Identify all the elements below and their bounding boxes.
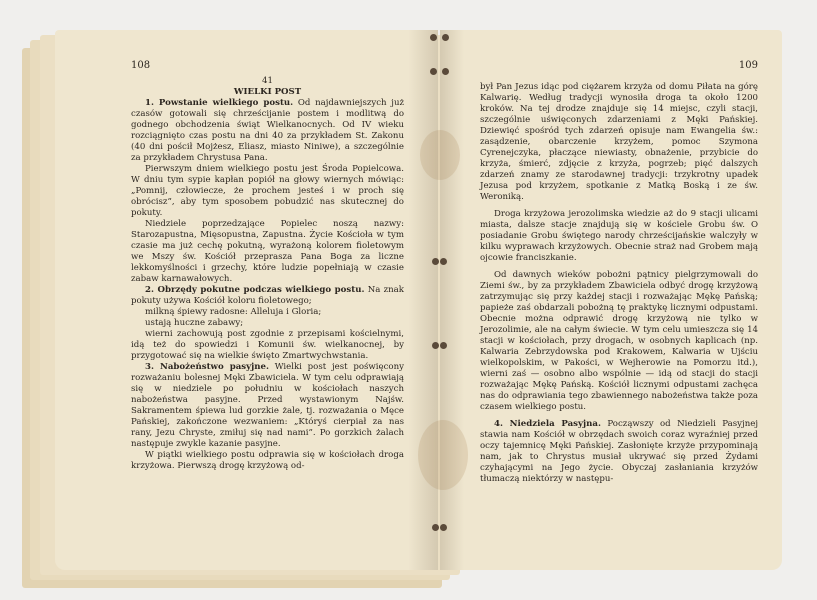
binding-hole — [442, 34, 449, 41]
paragraph: 3. Nabożeństwo pasyjne. Wielki post jest poświęcony rozważaniu bolesnej Męki Zbawiciela. W tym celu odprawiają się w niedziele po południu w kościołach naszych nabożeństwa pasyjne. Przed wystawionym Najśw. Sakramentem śpiewa lud gorzkie żale, tj. rozważania o Męce Pańskiej, zakończone wezwaniem: „Któryś cierpiał za nas rany, Jezu Chryste, zmiłuj się nad nami”. Po gorzkich żalach następuje zwykle kazanie pasyjne. — [131, 362, 404, 449]
right-page — [440, 30, 782, 570]
binding-hole — [432, 524, 439, 531]
right-page-text — [480, 82, 758, 485]
paragraph: Droga krzyżowa jerozolimska wiedzie aż do 9 stacji ulicami miasta, dalsze stacje znajdują się w kościele Grobu św. O posiadanie Grobu świętego narody chrześcijańskie walczyły w kilku wyprawach krzyżowych. Obecnie straż nad Grobem mają ojcowie franciszkanie. — [480, 209, 758, 263]
binding-hole — [440, 258, 447, 265]
binding-hole — [440, 524, 447, 531]
paper-stain — [420, 130, 460, 180]
paragraph: milkną śpiewy radosne: Alleluja i Gloria; — [145, 307, 322, 317]
paragraph: 1. Powstanie wielkiego postu. Od najdawniejszych już czasów gotowali się chrześcijanie postem i modlitwą do godnego obchodzenia świąt Wielkanocnych. Od IV wieku rozciągnięto czas postu na dni 40 za przykładem St. Zakonu (40 dni pościł Mojżesz, Eliasz, miasto Niniwe), a szczególnie za przykładem Chrystusa Pana. — [131, 98, 405, 163]
section-heading: 3. Nabożeństwo pasyjne. — [145, 362, 269, 372]
page-number: 108 — [131, 60, 151, 71]
page-number: 109 — [738, 60, 758, 71]
paragraph: wierni zachowują post zgodnie z przepisami kościelnymi, idą też do spowiedzi i Komunii św. wielkanocnej, by przygotować się na wielkie święto Zmartwychwstania. — [131, 329, 404, 361]
chapter-title: WIELKI POST — [233, 87, 302, 97]
binding-hole — [442, 68, 449, 75]
paragraph: Niedziele poprzedzające Popielec noszą nazwy: Starozapustna, Mięsopustna, Zapustna. Życie Kościoła w tym czasie ma już cechę pokutną, wyrażoną kolorem fioletowym we Mszy św. Kościół przeprasza Pana Boga za liczne lekkomyślności i grzechy, które ludzie popełniają w czasie zabaw karnawałowych. — [131, 219, 404, 284]
binding-hole — [432, 342, 439, 349]
chapter-number: 41 — [262, 76, 273, 86]
binding-hole — [432, 258, 439, 265]
paper-stain — [418, 420, 468, 490]
paragraph: Od dawnych wieków pobożni pątnicy pielgrzymowali do Ziemi św., by za przykładem Zbawiciela odbyć drogę krzyżową zatrzymując się przy każdej stacji i rozważając Mękę Pańską; papieże zaś obdarzali pobożną tę praktykę licznymi odpustami. Obecnie można odprawić drogę krzyżową nie tylko w Jerozolimie, ale na całym świecie. W tym celu umieszcza się 14 stacji w kościołach, przy drogach, w osobnych kaplicach (np. Kalwaria Zebrzydowska pod Krakowem, Kalwaria w Ujściu wielkopolskim, w Pakości, w Wejherowie na Pomorzu itd.), wierni zaś — osobno albo wspólnie — idą od stacji do stacji rozważając Mękę Pańską. Kościół licznymi odpustami zachęca nas do odprawiania tego zbawiennego nabożeństwa także poza czasem wielkiego postu. — [480, 270, 758, 412]
paragraph: W piątki wielkiego postu odprawia się w kościołach droga krzyżowa. Pierwszą drogę krzyżową od- — [131, 450, 404, 471]
section-heading: 1. Powstanie wielkiego postu. — [145, 98, 294, 108]
gutter-shadow — [408, 30, 438, 570]
paragraph: był Pan Jezus idąc pod ciężarem krzyża od domu Piłata na górę Kalwarię. Według tradycji wynosiła droga ta około 1200 kroków. Na tej drodze znajduje się 14 miejsc, czyli stacji, szczególnie uświęconych zdarzeniami z Męki Pańskiej. Dziewięć spośród tych zdarzeń opisuje nam Ewangelia św.: zasądzenie, obarczenie krzyżem, pomoc Szymona Cyrenejczyka, płaczące niewiasty, obnażenie, przybicie do krzyża, śmierć, zdjęcie z krzyża, pogrzeb; pięć dalszych zdarzeń znamy ze starodawnej tradycji: trzykrotny upadek Jezusa pod krzyżem, spotkanie z Matką Boską i ze św. Weroniką. — [480, 82, 758, 202]
left-page-text — [131, 76, 404, 472]
section-heading: 4. Niedziela Pasyjna. — [494, 419, 601, 429]
paragraph: 2. Obrzędy pokutne podczas wielkiego postu. Na znak pokuty używa Kościół koloru fioletowego; — [131, 285, 405, 306]
paragraph: Pierwszym dniem wielkiego postu jest Środa Popielcowa. W dniu tym sypie kapłan popiół na głowy wiernych mówiąc: „Pomnij, człowiecze, że prochem jesteś i w proch się obrócisz”, aby tym sposobem pobudzić nas skutecznej do pokuty. — [131, 164, 404, 218]
binding-hole — [430, 68, 437, 75]
paragraph: 4. Niedziela Pasyjna. Począwszy od Niedzieli Pasyjnej stawia nam Kościół w obrzędach swoich coraz wyraźniej przed oczy tajemnicę Męki Pańskiej. Zasłonięte krzyże przypominają nam, jak to Chrystus musiał ukrywać się przed Żydami czyhającymi na Jego życie. Obyczaj zasłaniania krzyżów tłumaczą niektórzy w następu- — [480, 419, 758, 484]
binding-hole — [430, 34, 437, 41]
paragraph: ustają huczne zabawy; — [145, 318, 244, 328]
left-page — [55, 30, 438, 570]
binding-hole — [440, 342, 447, 349]
section-heading: 2. Obrzędy pokutne podczas wielkiego postu. — [145, 285, 365, 295]
